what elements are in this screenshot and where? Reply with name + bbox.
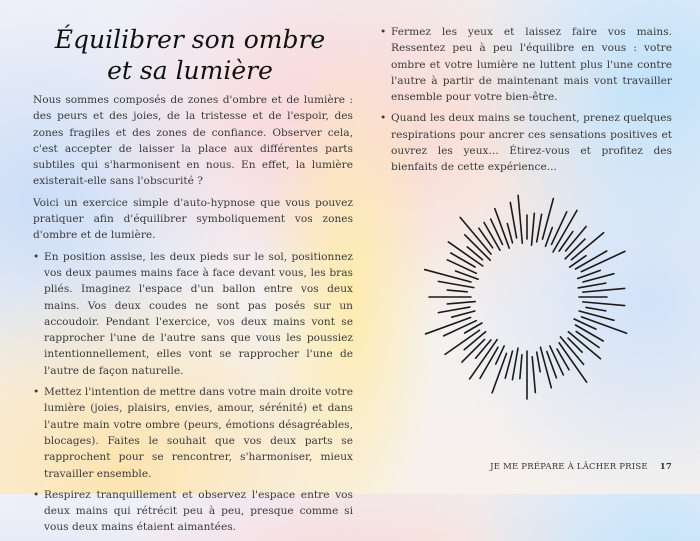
exercise-intro-paragraph: Voici un exercice simple d'auto-hypnose que vous pouvez pratiquer afin d'équilibrer symboliquement vos zones d'ombre et de lumière.	[33, 196, 353, 242]
list-item: • Respirez tranquillement et observez l'espace entre vos deux mains qui rétrécit peu à peu, presque comme si vous deux mains étaient aimantées.	[33, 487, 353, 536]
sunburst-ray	[476, 340, 491, 358]
running-header: JE ME PRÉPARE À LÂCHER PRISE	[490, 462, 648, 472]
sunburst-ray	[550, 346, 564, 375]
sunburst-ray	[451, 253, 475, 267]
list-item: • Mettez l'intention de mettre dans votre main droite votre lumière (joies, plaisirs, envies, amour, sérénité) et dans l'autre main votre ombre (peurs, émotions désagréables, blocages). Faites le souhait que vos deux parts se rapprochent pour se rencontrer, s'harmoniser, mieux travailler ensemble.	[33, 384, 353, 482]
sunburst-ray	[467, 247, 482, 260]
list-item: • Quand les deux mains se touchent, prenez quelques respirations pour ancrer ces sensations positives et ouvrez les yeux... Étirez-vous et profitez des bienfaits de cette expérience...	[380, 110, 672, 175]
sunburst-ray	[452, 311, 475, 317]
sunburst-ray	[447, 302, 475, 304]
page-number: 17	[659, 462, 672, 472]
sunburst-ray	[568, 338, 582, 352]
sunburst-ray	[425, 270, 471, 282]
sunburst-ray	[518, 195, 522, 243]
sunburst-ray	[570, 256, 586, 267]
title-line-1: Équilibrer son ombre	[54, 25, 326, 54]
sunburst-ray	[507, 224, 512, 243]
sunburst-ray	[492, 353, 506, 392]
sunburst-ray	[537, 352, 540, 372]
sunburst-ray	[537, 214, 542, 242]
sunburst-ray	[540, 347, 551, 388]
list-item: • En position assise, les deux pieds sur le sol, positionnez vos deux paumes mains face à face devant vous, les bras pliés. Imaginez l'espace d'un ballon entre vos deux mains. Vos deux coudes ne sont pas posés sur un accoudoir. Pendant l'exercice, vos deux mains vont se rapprocher l'une de l'autre sans que vous les poussiez intentionnellement, elles vont se rapprocher l'une de l'autre de façon naturelle.	[33, 249, 353, 379]
sunburst-ray	[586, 307, 606, 310]
title-line-2: et sa lumière	[107, 56, 273, 85]
sunburst-ray	[576, 331, 599, 347]
sunburst-ray	[532, 357, 535, 393]
sunburst-ray	[438, 307, 470, 313]
sunburst-ray	[559, 231, 573, 251]
sunburst-ray	[579, 311, 614, 320]
sunburst-ray	[583, 302, 625, 306]
sunburst-ray	[510, 202, 516, 237]
sunburst-ray	[520, 355, 522, 379]
sunburst-ray	[543, 198, 554, 239]
sunburst-ray	[447, 290, 467, 292]
sunburst-ray	[512, 348, 518, 380]
sunburst-ray	[583, 288, 625, 292]
intro-paragraph: Nous sommes composés de zones d'ombre et de lumière : des peurs et des joies, de la tristesse et de l'espoir, des zones fragiles et des zones de confiance. Observer cela, c'est accepter de laisser la place aux différentes parts subtiles qui s'harmonisent en nous. En effet, la lumière existerait-elle sans l'obscurité ?	[33, 94, 353, 188]
sunburst-ray	[578, 283, 606, 288]
sunburst-ray	[479, 228, 493, 248]
page-footer	[490, 462, 672, 472]
sunburst-ray	[552, 212, 567, 245]
list-item: • Fermez les yeux et laissez faire vos mains. Ressentez peu à peu l'équilibre en vous : votre ombre et votre lumière ne luttent plus l'une contre l'autre à partir de maintenant mais vont travailler ensemble pour votre bien-être.	[380, 24, 672, 105]
sunburst-ray	[532, 213, 535, 245]
sunburst-ray	[447, 260, 476, 274]
sunburst-ray	[438, 281, 473, 287]
